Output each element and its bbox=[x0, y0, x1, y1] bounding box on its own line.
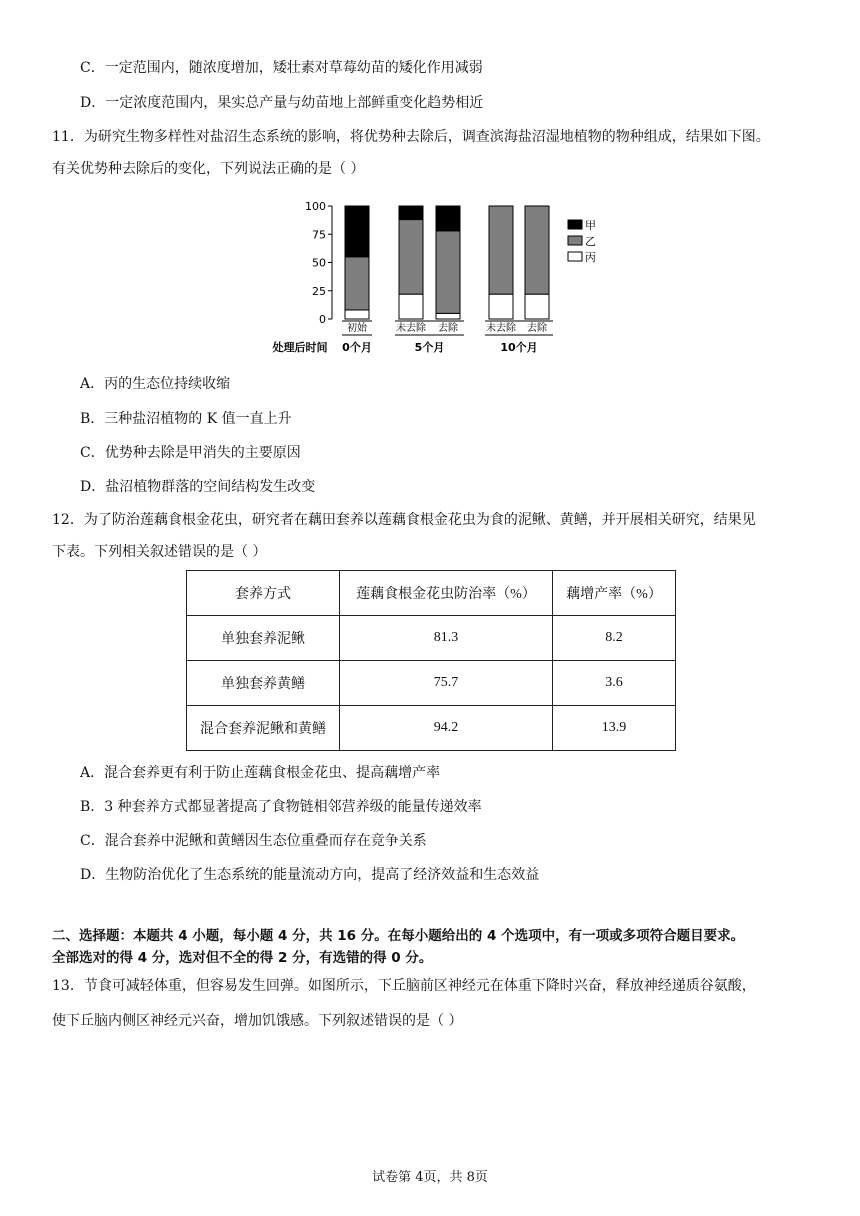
legend-label: 丙 bbox=[585, 251, 596, 264]
q11-stem-line1: 11．为研究生物多样性对盐沼生态系统的影响，将优势种去除后，调查滨海盐沼湿地植物的物种组成，结果如下图。 bbox=[52, 129, 770, 145]
category-label: 初始 bbox=[347, 323, 367, 334]
group-label: 5个月 bbox=[414, 341, 445, 354]
table-row bbox=[187, 616, 676, 661]
table-cell: 81.3 bbox=[340, 616, 553, 661]
q10-option-d: D．一定浓度范围内，果实总产量与幼苗地上部鲜重变化趋势相近 bbox=[80, 95, 484, 111]
page-footer: 试卷第 4页，共 8页 bbox=[372, 1170, 488, 1185]
bar-segment bbox=[489, 294, 513, 319]
bar-segment bbox=[399, 294, 423, 319]
bar-segment bbox=[399, 220, 423, 295]
category-label: 未去除 bbox=[396, 323, 426, 334]
bar-segment bbox=[436, 231, 460, 313]
q12-option-a: A．混合套养更有利于防止莲藕食根金花虫、提高藕增产率 bbox=[80, 765, 441, 781]
legend-swatch bbox=[568, 220, 582, 229]
category-label: 去除 bbox=[438, 323, 458, 334]
table-cell: 单独套养泥鳅 bbox=[187, 616, 340, 661]
y-tick-label: 0 bbox=[319, 313, 326, 326]
q12-option-c: C．混合套养中泥鳅和黄鳝因生态位重叠而存在竞争关系 bbox=[80, 833, 427, 849]
table-row bbox=[187, 661, 676, 706]
legend-label: 乙 bbox=[585, 235, 596, 248]
category-label: 未去除 bbox=[486, 323, 516, 334]
table-cell: 8.2 bbox=[553, 616, 676, 661]
y-tick-label: 25 bbox=[312, 284, 326, 298]
bar-segment bbox=[525, 294, 549, 319]
group-label: 10个月 bbox=[500, 341, 538, 354]
bar-segment bbox=[399, 206, 423, 220]
y-tick-label: 50 bbox=[312, 256, 326, 270]
table-cell: 13.9 bbox=[553, 706, 676, 751]
table-cell: 3.6 bbox=[553, 661, 676, 706]
section2-heading-line1: 二、选择题：本题共 4 小题，每小题 4 分，共 16 分。在每小题给出的 4 个选项中，有一项或多项符合题目要求。 bbox=[52, 928, 745, 944]
table-row bbox=[187, 706, 676, 751]
q13-stem-line1: 13．节食可减轻体重，但容易发生回弹。如图所示，下丘脑前区神经元在体重下降时兴奋，释放神经递质谷氨酸， bbox=[52, 978, 756, 994]
table-header-row bbox=[187, 571, 676, 616]
legend-swatch bbox=[568, 252, 582, 261]
legend-label: 甲 bbox=[585, 219, 596, 232]
table-cell: 75.7 bbox=[340, 661, 553, 706]
bar-segment bbox=[345, 310, 369, 319]
group-label: 0个月 bbox=[342, 341, 372, 354]
y-tick-label: 100 bbox=[305, 200, 326, 213]
q12-option-d: D．生物防治优化了生态系统的能量流动方向，提高了经济效益和生态效益 bbox=[80, 867, 540, 883]
section2-heading-line2: 全部选对的得 4 分，选对但不全的得 2 分，有选错的得 0 分。 bbox=[52, 950, 433, 966]
table-cell: 94.2 bbox=[340, 706, 553, 751]
table-header-cell: 莲藕食根金花虫防治率（%） bbox=[340, 571, 553, 616]
y-tick-label: 75 bbox=[312, 228, 326, 242]
bar-segment bbox=[345, 206, 369, 257]
table-header-cell: 套养方式 bbox=[187, 571, 340, 616]
x-axis-title: 处理后时间 bbox=[272, 341, 328, 354]
q12-stem-line1: 12．为了防治莲藕食根金花虫，研究者在藕田套养以莲藕食根金花虫为食的泥鳅、黄鳝，并开展相关研究，结果见 bbox=[52, 512, 756, 528]
q12-table bbox=[186, 570, 676, 751]
table-header-cell: 藕增产率（%） bbox=[553, 571, 676, 616]
legend-swatch bbox=[568, 236, 582, 245]
q12-stem-line2: 下表。下列相关叙述错误的是（ ） bbox=[52, 544, 267, 560]
category-label: 去除 bbox=[527, 323, 547, 334]
q10-option-c: C．一定范围内，随浓度增加，矮壮素对草莓幼苗的矮化作用减弱 bbox=[80, 60, 483, 76]
bar-segment bbox=[345, 257, 369, 310]
table-cell: 单独套养黄鳝 bbox=[187, 661, 340, 706]
q11-option-d: D．盐沼植物群落的空间结构发生改变 bbox=[80, 479, 316, 495]
q11-option-a: A．丙的生态位持续收缩 bbox=[80, 376, 231, 392]
stacked-bar-chart bbox=[250, 195, 630, 360]
bar-segment bbox=[436, 313, 460, 319]
q11-option-c: C．优势种去除是甲消失的主要原因 bbox=[80, 445, 301, 461]
bar-segment bbox=[489, 206, 513, 294]
bar-segment bbox=[525, 206, 549, 294]
bar-segment bbox=[436, 206, 460, 231]
table-cell: 混合套养泥鳅和黄鳝 bbox=[187, 706, 340, 751]
q13-stem-line2: 使下丘脑内侧区神经元兴奋，增加饥饿感。下列叙述错误的是（ ） bbox=[52, 1013, 463, 1029]
q11-option-b: B．三种盐沼植物的 K 值一直上升 bbox=[80, 411, 292, 427]
q11-stem-line2: 有关优势种去除后的变化，下列说法正确的是（ ） bbox=[52, 161, 365, 177]
q12-option-b: B．3 种套养方式都显著提高了食物链相邻营养级的能量传递效率 bbox=[80, 799, 482, 815]
